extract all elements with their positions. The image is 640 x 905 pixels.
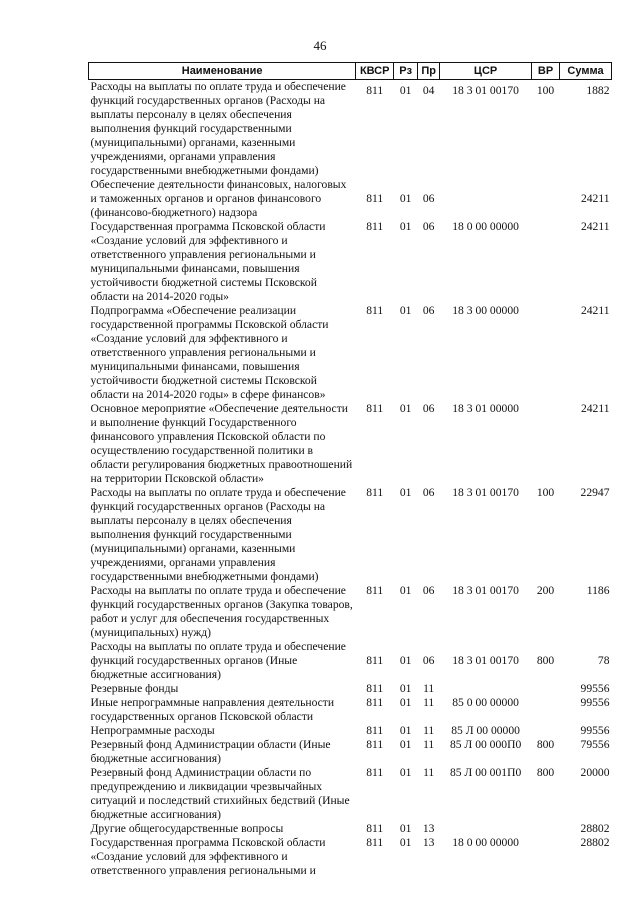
row-name: Государственная программа Псковской области «Создание условий для эффективного и ответственного управления региональными и xyxy=(90,836,326,877)
row-pr: 06 xyxy=(422,402,435,415)
row-name: Резервные фонды xyxy=(90,682,179,695)
table-row xyxy=(89,682,612,696)
row-sum: 24211 xyxy=(580,220,610,233)
row-name: Государственная программа Псковской области «Создание условий для эффективного и ответственного управления региональными и муниципальными финансами, повышения устойчивости бюджетной системы Псковской области на 2014-2020 годы» xyxy=(90,220,326,303)
row-sum: 24211 xyxy=(580,402,610,415)
row-name: Основное мероприятие «Обеспечение деятельности и выполнение функций Государственного финансового управления Псковской области по осуществлению государственной политики в области регулирования бюджетных правоотношений на территории Псковской области» xyxy=(90,402,353,485)
row-pr: 06 xyxy=(422,654,435,667)
row-csr: 18 3 01 00170 xyxy=(452,84,519,97)
table-row xyxy=(89,304,612,402)
row-csr: 18 3 00 00000 xyxy=(452,304,519,317)
row-rz: 01 xyxy=(399,682,412,695)
row-vr: 800 xyxy=(536,738,555,751)
row-rz: 01 xyxy=(399,84,412,97)
row-name: Подпрограмма «Обеспечение реализации государственной программы Псковской области «Создание условий для эффективного и ответственного управления региональными и муниципальными финансами, повышения устойчивости бюджетной системы Псковской области на 2014-2020 годы» в сфере финансов» xyxy=(90,304,329,401)
row-name: Расходы на выплаты по оплате труда и обеспечение функций государственных органов (Расходы на выплаты персоналу в целях обеспечения выполнения функций государственными (муниципальными) органами, казенными учреждениями, органами управления государственными внебюджетными фондами) xyxy=(90,80,346,177)
table-row xyxy=(89,822,612,836)
header-name: Наименование xyxy=(89,63,356,80)
row-pr: 04 xyxy=(422,84,435,97)
table-row xyxy=(89,640,612,682)
row-rz: 01 xyxy=(399,766,412,779)
row-kvsr: 811 xyxy=(366,304,384,317)
row-sum: 28802 xyxy=(580,836,610,849)
row-vr xyxy=(532,220,560,304)
row-name: Расходы на выплаты по оплате труда и обеспечение функций государственных органов (Иные бюджетные ассигнования) xyxy=(90,640,346,681)
row-name: Другие общегосударственные вопросы xyxy=(90,822,284,835)
row-pr: 06 xyxy=(422,192,435,205)
row-pr: 11 xyxy=(423,738,435,751)
row-vr xyxy=(532,178,560,220)
row-sum: 24211 xyxy=(580,304,610,317)
header-rz: Рз xyxy=(394,63,418,80)
row-csr xyxy=(440,178,532,220)
table-row xyxy=(89,766,612,822)
row-vr: 800 xyxy=(536,766,555,779)
row-vr: 800 xyxy=(536,654,555,667)
row-rz: 01 xyxy=(399,836,412,849)
row-vr xyxy=(532,724,560,738)
row-sum: 1186 xyxy=(586,584,610,597)
row-vr xyxy=(532,682,560,696)
row-vr: 200 xyxy=(536,584,555,597)
row-rz: 01 xyxy=(399,724,412,737)
row-rz: 01 xyxy=(399,696,412,709)
row-kvsr: 811 xyxy=(366,724,384,737)
row-csr: 85 Л 00 001П0 xyxy=(449,766,522,779)
row-rz: 01 xyxy=(399,738,412,751)
row-csr: 85 Л 00 000П0 xyxy=(449,738,522,751)
row-pr: 13 xyxy=(422,822,435,835)
table-row xyxy=(89,80,612,179)
row-csr: 18 3 01 00170 xyxy=(452,486,519,499)
row-sum: 1882 xyxy=(586,84,610,97)
header-vr: ВР xyxy=(532,63,560,80)
row-name: Резервный фонд Администрации области по предупреждению и ликвидации чрезвычайных ситуаций и последствий стихийных бедствий (Иные бюджетные ассигнования) xyxy=(90,766,350,821)
row-kvsr: 811 xyxy=(366,766,384,779)
row-rz: 01 xyxy=(399,220,412,233)
row-kvsr: 811 xyxy=(366,836,384,849)
row-rz: 01 xyxy=(399,304,412,317)
row-rz: 01 xyxy=(399,402,412,415)
table-row xyxy=(89,724,612,738)
table-row xyxy=(89,696,612,724)
row-sum: 99556 xyxy=(580,724,610,737)
row-csr: 18 3 01 00000 xyxy=(452,402,519,415)
row-pr: 06 xyxy=(422,304,435,317)
row-sum: 79556 xyxy=(580,738,610,751)
row-csr: 85 0 00 00000 xyxy=(452,696,519,709)
row-kvsr: 811 xyxy=(366,822,384,835)
row-csr xyxy=(440,822,532,836)
row-vr xyxy=(532,304,560,402)
row-kvsr: 811 xyxy=(366,682,384,695)
header-kvsr: КВСР xyxy=(356,63,394,80)
row-csr xyxy=(440,682,532,696)
row-kvsr: 811 xyxy=(366,654,384,667)
row-sum: 99556 xyxy=(580,696,610,709)
row-sum: 24211 xyxy=(580,192,610,205)
row-csr: 18 3 01 00170 xyxy=(452,654,519,667)
row-kvsr: 811 xyxy=(366,584,384,597)
table-row xyxy=(89,836,612,878)
row-name: Иные непрограммные направления деятельности государственных органов Псковской области xyxy=(90,696,335,723)
row-sum: 99556 xyxy=(580,682,610,695)
row-vr: 100 xyxy=(536,84,555,97)
row-rz: 01 xyxy=(399,486,412,499)
row-rz: 01 xyxy=(399,654,412,667)
row-vr xyxy=(532,402,560,486)
row-name: Непрограммные расходы xyxy=(90,724,215,737)
table-row xyxy=(89,220,612,304)
row-csr: 18 3 01 00170 xyxy=(452,584,519,597)
table-row xyxy=(89,178,612,220)
row-rz: 01 xyxy=(399,584,412,597)
row-kvsr: 811 xyxy=(366,84,384,97)
row-kvsr: 811 xyxy=(366,192,384,205)
row-vr xyxy=(532,696,560,724)
table-row xyxy=(89,402,612,486)
row-pr: 06 xyxy=(422,486,435,499)
row-kvsr: 811 xyxy=(366,402,384,415)
row-rz: 01 xyxy=(399,192,412,205)
table-header-row xyxy=(89,63,612,80)
budget-table xyxy=(88,62,612,878)
row-kvsr: 811 xyxy=(366,738,384,751)
row-csr: 85 Л 00 00000 xyxy=(451,724,520,737)
row-vr: 100 xyxy=(536,486,555,499)
row-rz: 01 xyxy=(399,822,412,835)
header-sum: Сумма xyxy=(560,63,612,80)
row-name: Расходы на выплаты по оплате труда и обеспечение функций государственных органов (Расходы на выплаты персоналу в целях обеспечения выполнения функций государственными (муниципальными) органами, казенными учреждениями, органами управления государственными внебюджетными фондами) xyxy=(90,486,346,583)
row-kvsr: 811 xyxy=(366,696,384,709)
row-csr: 18 0 00 00000 xyxy=(452,836,519,849)
table-row xyxy=(89,486,612,584)
row-vr xyxy=(532,836,560,878)
row-vr xyxy=(532,822,560,836)
table-row xyxy=(89,738,612,766)
row-name: Обеспечение деятельности финансовых, налоговых и таможенных органов и органов финансового (финансово-бюджетного) надзора xyxy=(90,178,347,219)
page-number: 46 xyxy=(313,38,327,53)
row-pr: 06 xyxy=(422,584,435,597)
header-pr: Пр xyxy=(418,63,440,80)
row-name: Расходы на выплаты по оплате труда и обеспечение функций государственных органов (Закупка товаров, работ и услуг для обеспечения государственных (муниципальных) нужд) xyxy=(90,584,353,639)
row-pr: 13 xyxy=(422,836,435,849)
row-pr: 06 xyxy=(422,220,435,233)
row-name: Резервный фонд Администрации области (Иные бюджетные ассигнования) xyxy=(90,738,331,765)
row-sum: 28802 xyxy=(580,822,610,835)
row-pr: 11 xyxy=(423,724,435,737)
row-pr: 11 xyxy=(423,696,435,709)
row-sum: 78 xyxy=(597,654,610,667)
table-row xyxy=(89,584,612,640)
row-kvsr: 811 xyxy=(366,220,384,233)
row-pr: 11 xyxy=(423,682,435,695)
row-pr: 11 xyxy=(423,766,435,779)
row-kvsr: 811 xyxy=(366,486,384,499)
row-csr: 18 0 00 00000 xyxy=(452,220,519,233)
row-sum: 22947 xyxy=(580,486,610,499)
row-sum: 20000 xyxy=(580,766,610,779)
header-csr: ЦСР xyxy=(440,63,532,80)
